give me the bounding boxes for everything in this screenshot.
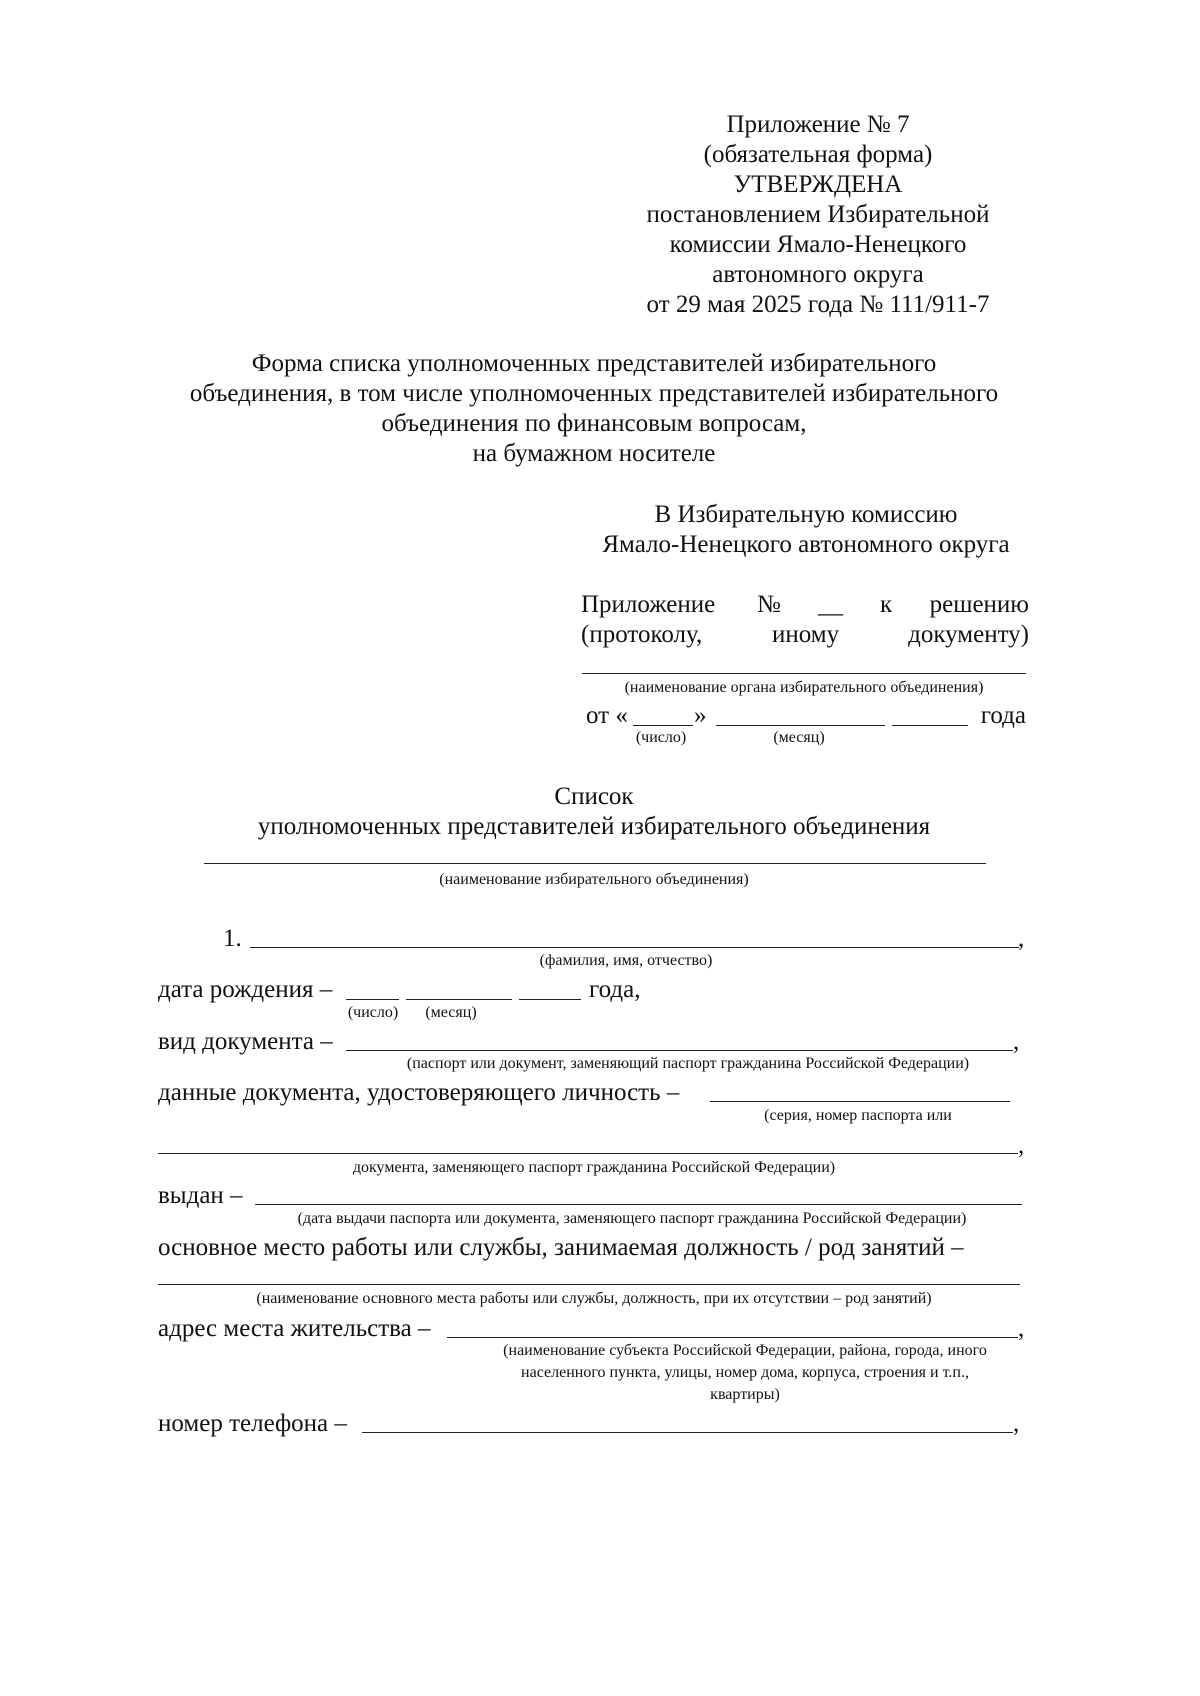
attachment-word: № bbox=[757, 591, 781, 618]
doc-data-label: данные документа, удостоверяющего личность – bbox=[158, 1079, 680, 1106]
approval-line: постановлением Избирательной bbox=[646, 201, 990, 228]
attachment-word: иному bbox=[772, 621, 840, 648]
date-month-line bbox=[716, 725, 885, 726]
doc-data-line bbox=[710, 1101, 1010, 1102]
approval-date: от 29 мая 2025 года № 111/911-7 bbox=[646, 291, 990, 318]
day-caption: (число) bbox=[635, 729, 687, 746]
birth-date-label: дата рождения – bbox=[158, 976, 333, 1003]
birth-day-line bbox=[346, 999, 399, 1000]
association-name-line bbox=[204, 863, 986, 864]
address-caption: (наименование субъекта Российской Федерации, района, города, иного bbox=[503, 1342, 987, 1359]
attachment-word: (протоколу, bbox=[581, 621, 703, 648]
comma: , bbox=[1018, 925, 1025, 952]
addressee-line: Ямало-Ненецкого автономного округа bbox=[602, 531, 1010, 558]
date-suffix: года bbox=[980, 702, 1026, 729]
birth-year-line bbox=[519, 999, 581, 1000]
work-caption: (наименование основного места работы или службы, должность, при их отсутствии – род занятий) bbox=[256, 1290, 932, 1307]
doc-type-line bbox=[346, 1050, 1013, 1051]
date-mid: » bbox=[694, 702, 707, 729]
doc-type-label: вид документа – bbox=[158, 1028, 333, 1055]
approved-label: УТВЕРЖДЕНА bbox=[733, 171, 903, 198]
attachment-number-blank: __ bbox=[818, 591, 843, 618]
doc-data-caption: (серия, номер паспорта или bbox=[764, 1107, 952, 1124]
issued-caption: (дата выдачи паспорта или документа, заменяющего паспорт гражданина Российской Федерации) bbox=[297, 1210, 967, 1227]
attachment-word: документу) bbox=[908, 621, 1029, 648]
doc-type-caption: (паспорт или документ, заменяющий паспорт гражданина Российской Федерации) bbox=[406, 1055, 970, 1072]
date-year-line bbox=[892, 725, 968, 726]
issued-line bbox=[255, 1204, 1022, 1205]
form-type: (обязательная форма) bbox=[703, 141, 933, 168]
work-label: основное место работы или службы, занимаемая должность / род занятий – bbox=[158, 1234, 964, 1261]
birth-month-line bbox=[406, 999, 512, 1000]
comma: , bbox=[1018, 1132, 1025, 1159]
attachment-word: к bbox=[880, 591, 893, 618]
organ-name-line bbox=[582, 673, 1026, 674]
full-name-line bbox=[250, 947, 1019, 948]
phone-label: номер телефона – bbox=[158, 1410, 347, 1437]
birth-day-caption: (число) bbox=[347, 1004, 399, 1021]
approval-line: комиссии Ямало-Ненецкого bbox=[669, 231, 967, 258]
list-title-line: Список bbox=[554, 783, 634, 810]
approval-line: автономного округа bbox=[712, 261, 924, 288]
comma: , bbox=[1013, 1028, 1020, 1055]
work-line bbox=[158, 1284, 1020, 1285]
attachment-word: Приложение bbox=[581, 591, 716, 618]
address-line bbox=[447, 1337, 1018, 1338]
address-caption: населенного пункта, улицы, номер дома, корпуса, строения и т.п., bbox=[521, 1364, 969, 1381]
comma: , bbox=[1013, 1410, 1020, 1437]
list-title-line: уполномоченных представителей избирательного объединения bbox=[257, 813, 931, 840]
form-title-line: объединения по финансовым вопросам, bbox=[381, 410, 807, 437]
phone-line bbox=[362, 1432, 1013, 1433]
full-name-caption: (фамилия, имя, отчество) bbox=[539, 952, 713, 969]
organ-caption: (наименование органа избирательного объединения) bbox=[624, 679, 984, 696]
address-caption: квартиры) bbox=[710, 1386, 780, 1403]
comma: , bbox=[1018, 1315, 1025, 1342]
appendix-number: Приложение № 7 bbox=[726, 111, 910, 138]
doc-data-caption-2: документа, заменяющего паспорт гражданина Российской Федерации) bbox=[352, 1159, 836, 1176]
month-caption: (месяц) bbox=[773, 729, 825, 746]
address-label: адрес места жительства – bbox=[158, 1315, 431, 1342]
issued-label: выдан – bbox=[158, 1182, 243, 1209]
form-title-line: Форма списка уполномоченных представителей избирательного bbox=[251, 350, 937, 377]
doc-data-line-2 bbox=[158, 1153, 1018, 1154]
entry-number: 1. bbox=[223, 925, 242, 952]
form-title-line: на бумажном носителе bbox=[472, 440, 716, 467]
form-title-line: объединения, в том числе уполномоченных представителей избирательного bbox=[189, 380, 999, 407]
attachment-word: решению bbox=[929, 591, 1029, 618]
birth-month-caption: (месяц) bbox=[425, 1004, 477, 1021]
date-day-line bbox=[633, 725, 693, 726]
addressee-line: В Избирательную комиссию bbox=[654, 501, 958, 528]
date-prefix: от « bbox=[586, 702, 628, 729]
association-caption: (наименование избирательного объединения) bbox=[439, 871, 749, 888]
birth-date-suffix: года, bbox=[589, 976, 641, 1003]
